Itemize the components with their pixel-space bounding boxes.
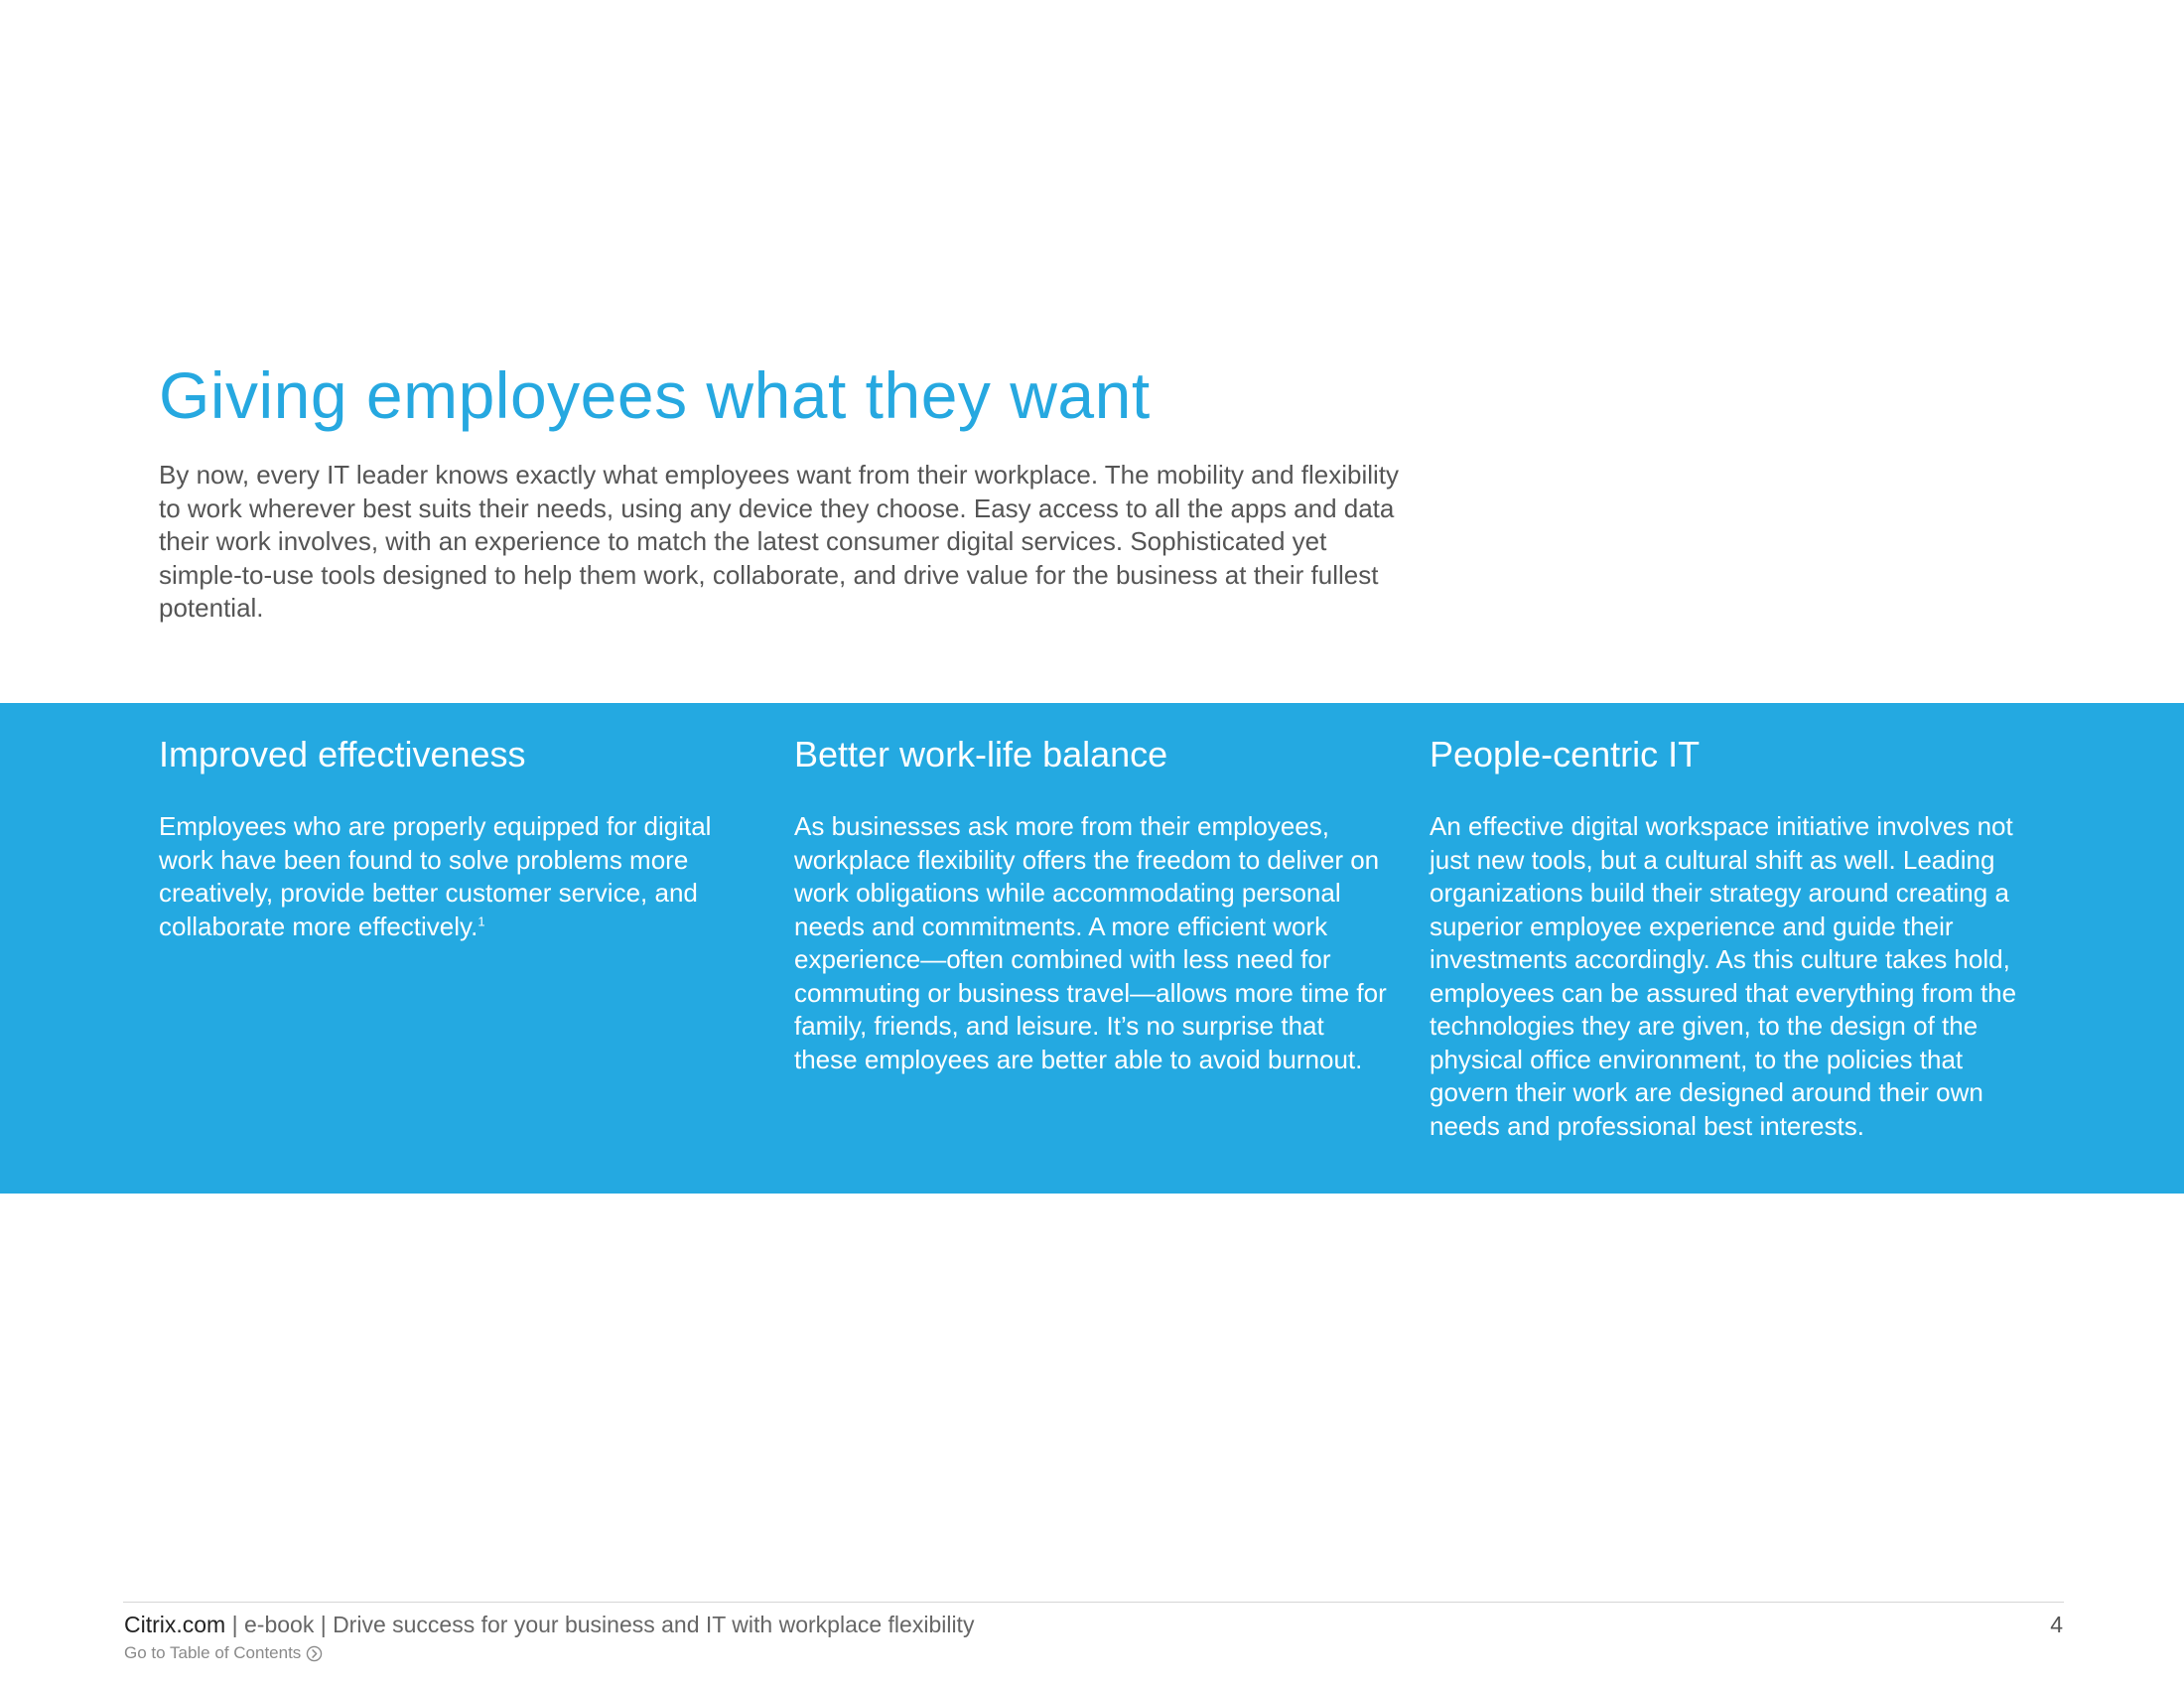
benefits-band	[0, 703, 2184, 1194]
column-improved-effectiveness	[159, 733, 754, 943]
column-people-centric-it	[1430, 733, 2025, 1143]
page-title: Giving employees what they want	[159, 358, 1151, 432]
column-heading: People-centric IT	[1430, 734, 1701, 774]
table-of-contents-link[interactable]	[124, 1642, 323, 1664]
column-body	[159, 810, 754, 943]
column-work-life-balance	[794, 733, 1390, 1076]
footer-description: | e-book | Drive success for your business and IT with workplace flexibility	[225, 1612, 975, 1637]
footnote-marker: 1	[478, 913, 485, 928]
page-number: 4	[2050, 1612, 2063, 1637]
footer-divider	[123, 1602, 2064, 1603]
intro-paragraph: By now, every IT leader knows exactly what employees want from their workplace. The mobility and flexibility to work wherever best suits their needs, using any device they choose. Easy access to all the apps and data their work involves, with an experience to match the latest consumer digital services. Sophisticated yet simple-to-use tools designed to help them work, collaborate, and drive value for the business at their fullest potential.	[159, 460, 1400, 623]
circle-chevron-right-icon	[306, 1645, 323, 1662]
column-heading: Better work-life balance	[794, 734, 1168, 774]
toc-link-label: Go to Table of Contents	[124, 1643, 302, 1662]
column-body: As businesses ask more from their employees, workplace flexibility offers the freedom to deliver on work obligations while accommodating personal needs and commitments. A more efficient work experience—often combined with less need for commuting or business travel—allows more time for family, friends, and leisure. It’s no surprise that these employees are better able to avoid burnout.	[794, 811, 1387, 1074]
footer-brand-link[interactable]: Citrix.com	[124, 1612, 226, 1637]
column-body: An effective digital workspace initiative involves not just new tools, but a cultural shift as well. Leading organizations build their strategy around creating a superior employee experience and guide their investments accordingly. As this culture takes hold, employees can be assured that everything from the technologies they are given, to the design of the physical office environment, to the policies that govern their work are designed around their own needs and professional best interests.	[1430, 811, 2017, 1141]
footer-text	[124, 1610, 974, 1639]
column-heading: Improved effectiveness	[159, 734, 526, 774]
column-body-text: Employees who are properly equipped for digital work have been found to solve problems more creatively, provide better customer service, and collaborate more effectively.	[159, 811, 712, 941]
